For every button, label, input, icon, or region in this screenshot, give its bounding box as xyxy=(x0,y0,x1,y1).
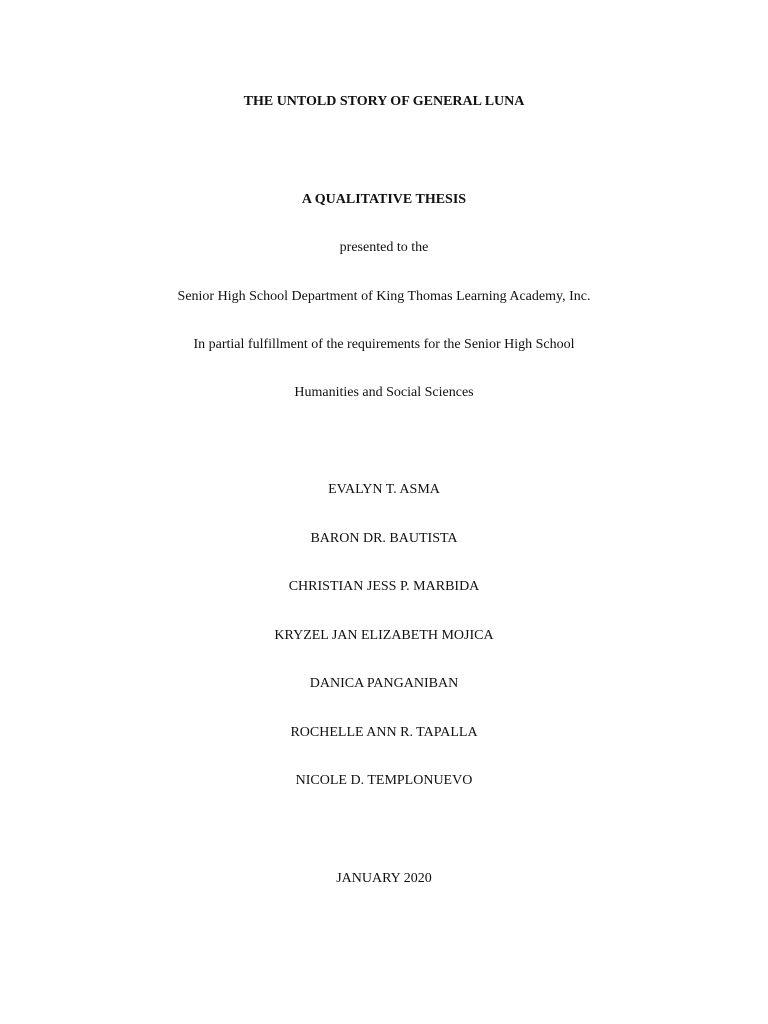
presented-to-text: presented to the xyxy=(339,240,429,255)
thesis-type: A QUALITATIVE THESIS xyxy=(301,192,467,207)
author-name: NICOLE D. TEMPLONUEVO xyxy=(295,773,473,788)
fulfillment-text: In partial fulfillment of the requirements for the Senior High School xyxy=(193,337,575,352)
author-name: KRYZEL JAN ELIZABETH MOJICA xyxy=(274,628,494,643)
thesis-title: THE UNTOLD STORY OF GENERAL LUNA xyxy=(243,94,525,109)
strand-text: Humanities and Social Sciences xyxy=(294,385,474,400)
author-name: DANICA PANGANIBAN xyxy=(309,676,459,691)
author-name: CHRISTIAN JESS P. MARBIDA xyxy=(288,579,480,594)
submission-date: JANUARY 2020 xyxy=(336,871,432,886)
author-name: ROCHELLE ANN R. TAPALLA xyxy=(290,725,478,740)
author-name: EVALYN T. ASMA xyxy=(328,482,440,497)
author-name: BARON DR. BAUTISTA xyxy=(310,531,458,546)
department-text: Senior High School Department of King Thomas Learning Academy, Inc. xyxy=(177,289,591,304)
